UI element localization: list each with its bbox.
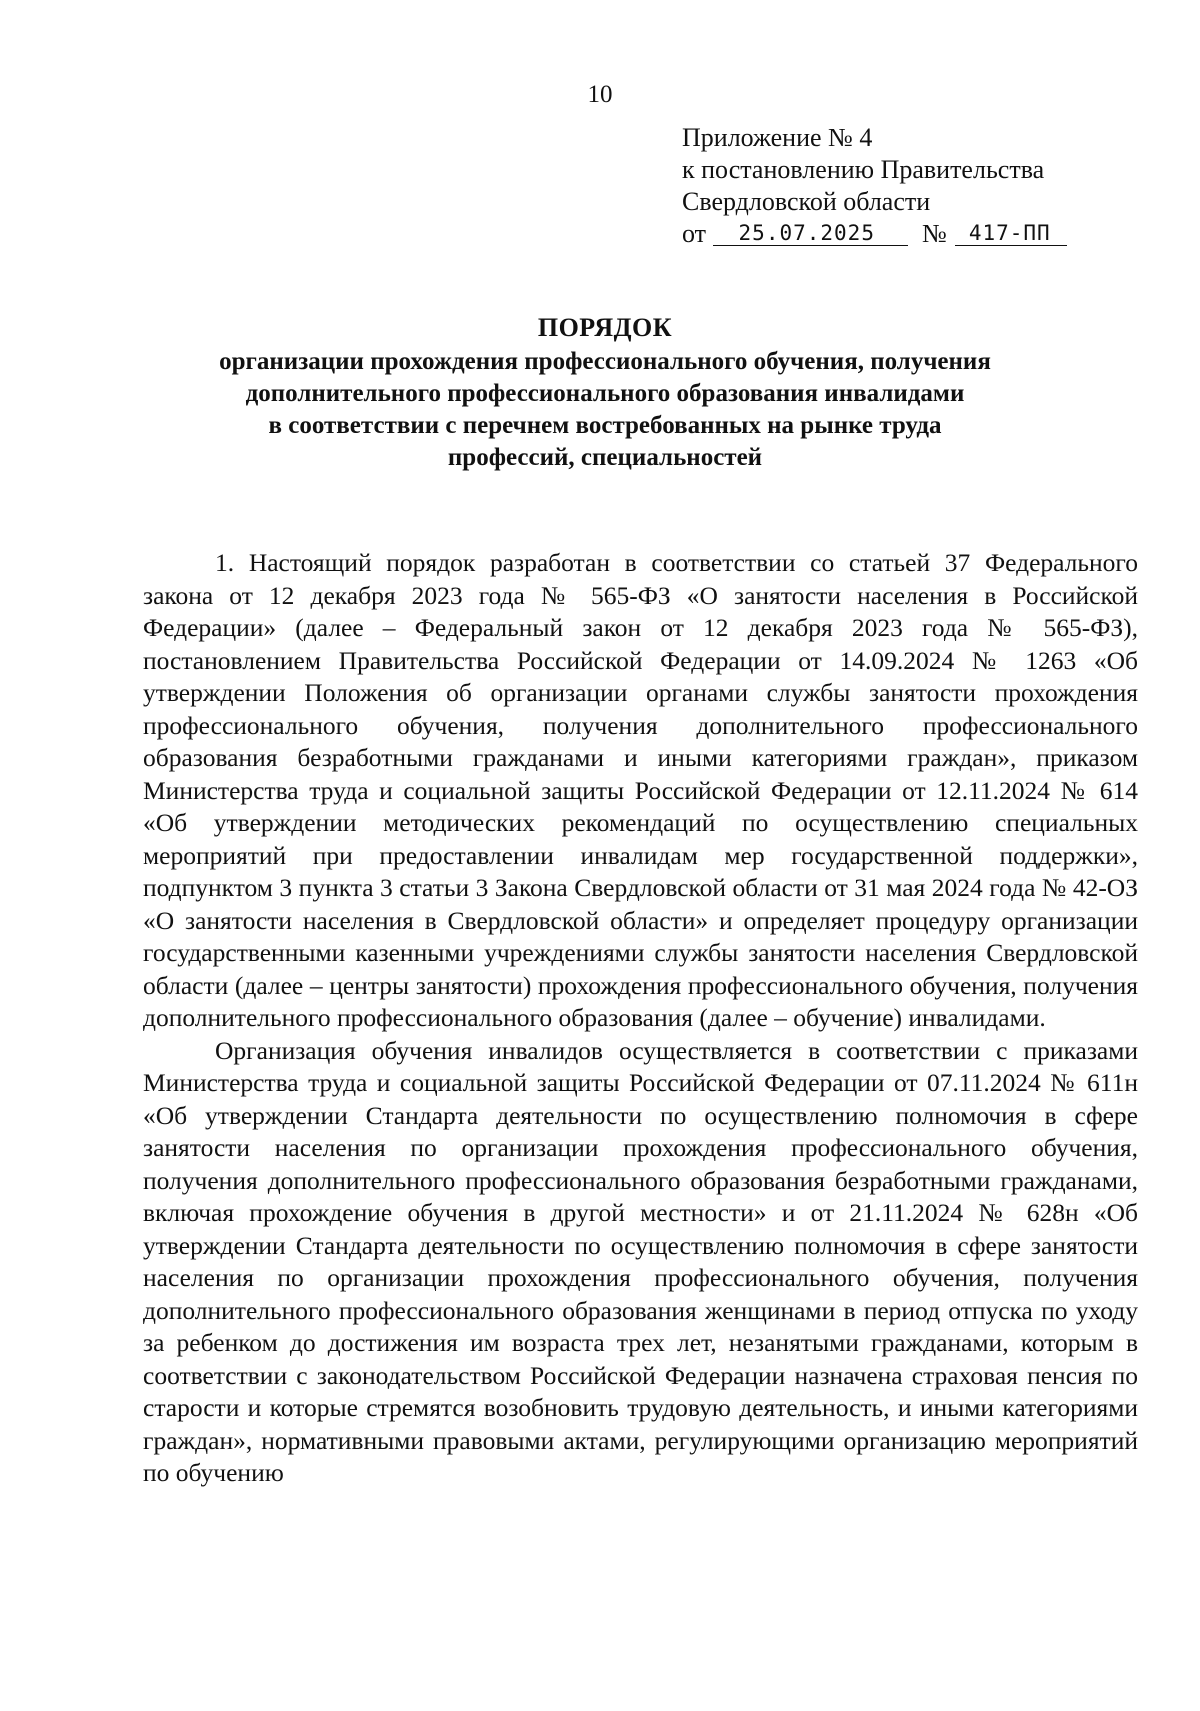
appendix-reference: к постановлению Правительства <box>682 155 1045 184</box>
document-subtitle <box>130 346 1080 474</box>
subtitle-line: дополнительного профессионального образования инвалидами <box>245 380 965 407</box>
appendix-title: Приложение № 4 <box>682 123 873 152</box>
appendix-region: Свердловской области <box>682 187 931 216</box>
paragraph-1: 1. Настоящий порядок разработан в соответствии со статьей 37 Федерального закона от 12 декабря 2023 года № 565-ФЗ «О занятости населения в Российской Федерации» (далее – Федеральный закон от 12 декабря 2023 года № 565-ФЗ), постановлением Правительства Российской Федерации от 14.09.2024 № 1263 «Об утверждении Положения об организации органами службы занятости прохождения профессионального обучения, получения дополнительного профессионального образования безработными гражданами и иными категориями граждан», приказом Министерства труда и социальной защиты Российской Федерации от 12.11.2024 № 614 «Об утверждении методических рекомендаций по осуществлению специальных мероприятий при предоставлении инвалидам мер государственной поддержки», подпунктом 3 пункта 3 статьи 3 Закона Свердловской области от 31 мая 2024 года № 42-ОЗ «О занятости населения в Свердловской области» и определяет процедуру организации государственными казенными учреждениями службы занятости населения Свердловской области (далее – центры занятости) прохождения профессионального обучения, получения дополнительного профессионального образования (далее – обучение) инвалидами. <box>143 548 1138 1032</box>
appendix-header <box>682 122 1152 250</box>
number-prefix: № <box>922 219 947 248</box>
resolution-date: 25.07.2025 <box>713 221 908 246</box>
appendix-date-number-line <box>682 218 1152 250</box>
subtitle-line: организации прохождения профессионального обучения, получения <box>219 348 991 375</box>
document-body <box>143 547 1138 1490</box>
subtitle-line: в соответствии с перечнем востребованных на рынке труда <box>268 412 942 439</box>
resolution-number: 417-ПП <box>955 221 1067 246</box>
page-number: 10 <box>587 81 613 108</box>
date-prefix: от <box>682 219 707 248</box>
paragraph-2: Организация обучения инвалидов осуществляется в соответствии с приказами Министерства труда и социальной защиты Российской Федерации от 07.11.2024 № 611н «Об утверждении Стандарта деятельности по осуществлению полномочия в сфере занятости населения по организации прохождения профессионального обучения, получения дополнительного профессионального образования безработными гражданами, включая прохождение обучения в другой местности» и от 21.11.2024 № 628н «Об утверждении Стандарта деятельности по осуществлению полномочия в сфере занятости населения по организации прохождения профессионального обучения, получения дополнительного профессионального образования женщинами в период отпуска по уходу за ребенком до достижения им возраста трех лет, незанятыми гражданами, которым в соответствии с законодательством Российской Федерации назначена страховая пенсия по старости и которые стремятся возобновить трудовую деятельность, и иными категориями граждан», нормативными правовыми актами, регулирующими организацию мероприятий по обучению <box>143 1035 1138 1487</box>
document-title: ПОРЯДОК <box>537 313 673 342</box>
document-title-block <box>130 310 1080 474</box>
subtitle-line: профессий, специальностей <box>447 444 763 471</box>
